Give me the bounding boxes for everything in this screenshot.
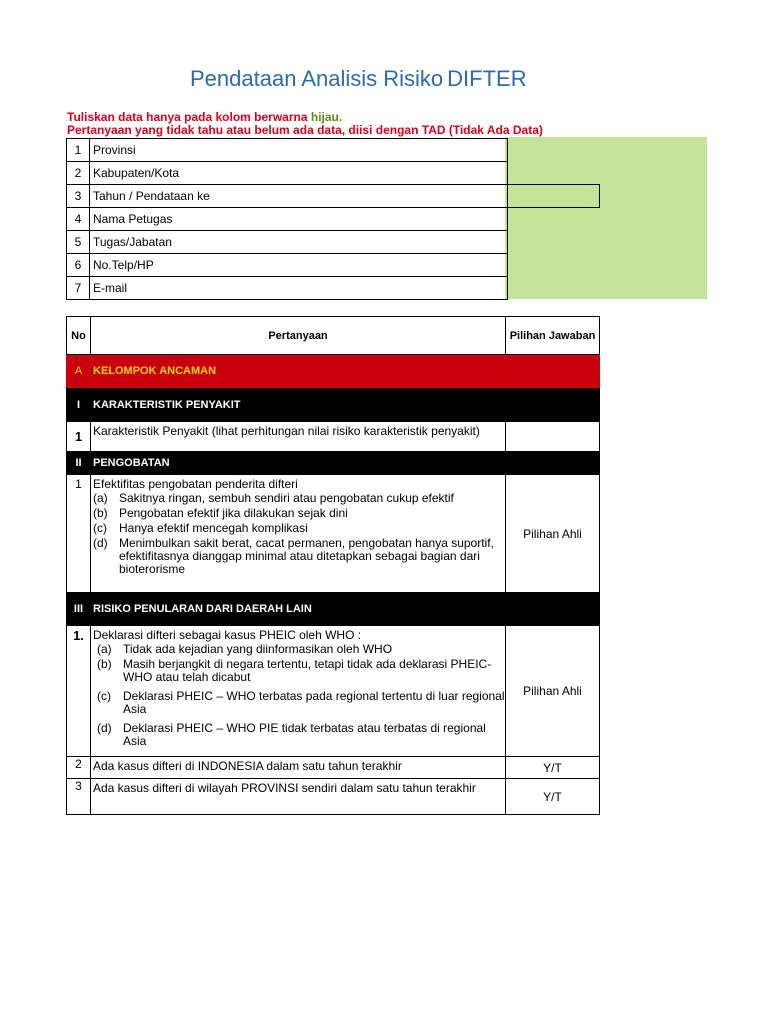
row-label: No.Telp/HP (90, 254, 508, 277)
jabatan-input[interactable] (508, 231, 600, 254)
question-text: Ada kasus difteri di wilayah PROVINSI sendiri dalam satu tahun terakhir (91, 779, 506, 815)
question-text: Efektifitas pengobatan penderita difteri (93, 477, 298, 491)
section-blank (506, 388, 600, 422)
instruction-line-2: Pertanyaan yang tidak tahu atau belum ada data, diisi dengan TAD (Tidak Ada Data) (67, 123, 543, 137)
question-number: 1 (67, 422, 91, 452)
email-input[interactable] (508, 277, 600, 300)
instruction-line-1 (67, 110, 342, 124)
answer-cell[interactable]: Y/T (506, 757, 600, 779)
row-number: 6 (67, 254, 90, 277)
identity-row (67, 231, 600, 254)
row-label: Kabupaten/Kota (90, 162, 508, 185)
row-label: Tahun / Pendataan ke (90, 185, 508, 208)
row-number: 5 (67, 231, 90, 254)
identity-row (67, 185, 600, 208)
section-iii-row (67, 593, 600, 626)
option-label: (b) (97, 657, 112, 671)
question-row (67, 626, 600, 757)
section-code: II (67, 452, 91, 475)
option-text: Menimbulkan sakit berat, cacat permanen, pengobatan hanya suportif, efektifitasnya dianggap minimal atau ditetapkan sebagai bagian dari bioterorisme (119, 536, 494, 576)
identity-row (67, 162, 600, 185)
row-number: 3 (67, 185, 90, 208)
title-part2: DIFTER (447, 66, 527, 91)
option-text: Deklarasi PHEIC – WHO PIE tidak terbatas atau terbatas di regional Asia (123, 721, 486, 748)
header-no: No (67, 317, 91, 355)
answer-cell[interactable]: Pilihan Ahli (506, 475, 600, 593)
row-number: 4 (67, 208, 90, 231)
header-question: Pertanyaan (91, 317, 506, 355)
section-code: III (67, 593, 91, 626)
options-list (93, 491, 505, 577)
section-title: PENGOBATAN (91, 452, 506, 475)
option-label: (d) (93, 536, 108, 550)
identity-table (66, 138, 600, 300)
option-text: Pengobatan efektif jika dilakukan sejak dini (119, 506, 348, 520)
page-title (190, 66, 527, 92)
row-label: E-mail (90, 277, 508, 300)
row-label: Provinsi (90, 139, 508, 162)
answer-cell[interactable] (506, 422, 600, 452)
question-text: Ada kasus difteri di INDONESIA dalam satu tahun terakhir (91, 757, 506, 779)
identity-row (67, 208, 600, 231)
header-answer: Pilihan Jawaban (506, 317, 600, 355)
question-number: 3 (67, 779, 91, 815)
kabupaten-input[interactable] (508, 162, 600, 185)
question-number: 1. (67, 626, 91, 757)
row-number: 7 (67, 277, 90, 300)
instruction-text: Tuliskan data hanya pada kolom berwarna (67, 110, 311, 124)
option-label: (c) (93, 521, 107, 535)
identity-row (67, 277, 600, 300)
tahun-input[interactable] (508, 185, 600, 208)
section-code: I (67, 388, 91, 422)
section-blank (506, 452, 600, 475)
row-number: 2 (67, 162, 90, 185)
option-label: (a) (97, 642, 112, 656)
identity-row (67, 139, 600, 162)
question-text: Karakteristik Penyakit (lihat perhitungan nilai risiko karakteristik penyakit) (91, 422, 506, 452)
option-label: (a) (93, 491, 108, 505)
option-text: Sakitnya ringan, sembuh sendiri atau pengobatan cukup efektif (119, 491, 454, 505)
section-title: KARAKTERISTIK PENYAKIT (91, 388, 506, 422)
option-text: Masih berjangkit di negara tertentu, tetapi tidak ada deklarasi PHEIC-WHO atau telah dicabut (123, 657, 492, 684)
option-label: (b) (93, 506, 108, 520)
question-row (67, 779, 600, 815)
option-text: Deklarasi PHEIC – WHO terbatas pada regional tertentu di luar regional Asia (123, 689, 505, 716)
options-list (93, 642, 505, 749)
question-text: Deklarasi difteri sebagai kasus PHEIC oleh WHO : (93, 628, 362, 642)
section-ii-row (67, 452, 600, 475)
title-part1: Pendataan Analisis Risiko (190, 66, 444, 91)
nama-petugas-input[interactable] (508, 208, 600, 231)
question-cell (91, 626, 506, 757)
section-title: KELOMPOK ANCAMAN (91, 355, 506, 388)
answer-cell[interactable]: Pilihan Ahli (506, 626, 600, 757)
answer-cell[interactable]: Y/T (506, 779, 600, 815)
questions-table (66, 316, 600, 815)
question-row (67, 757, 600, 779)
question-cell (91, 475, 506, 593)
instruction-green-word: hijau. (310, 110, 343, 124)
section-title: RISIKO PENULARAN DARI DAERAH LAIN (91, 593, 506, 626)
identity-row (67, 254, 600, 277)
question-row (67, 422, 600, 452)
row-label: Nama Petugas (90, 208, 508, 231)
section-blank (506, 593, 600, 626)
section-code: A (67, 355, 91, 388)
row-label: Tugas/Jabatan (90, 231, 508, 254)
table-header-row (67, 317, 600, 355)
telp-input[interactable] (508, 254, 600, 277)
section-blank (506, 355, 600, 388)
section-i-row (67, 388, 600, 422)
option-label: (d) (97, 721, 112, 735)
option-text: Hanya efektif mencegah komplikasi (119, 521, 308, 535)
provinsi-input[interactable] (508, 139, 600, 162)
option-label: (c) (97, 689, 111, 703)
question-row (67, 475, 600, 593)
question-number: 2 (67, 757, 91, 779)
row-number: 1 (67, 139, 90, 162)
section-a-row (67, 355, 600, 388)
question-number: 1 (67, 475, 91, 593)
option-text: Tidak ada kejadian yang diinformasikan oleh WHO (123, 642, 393, 656)
